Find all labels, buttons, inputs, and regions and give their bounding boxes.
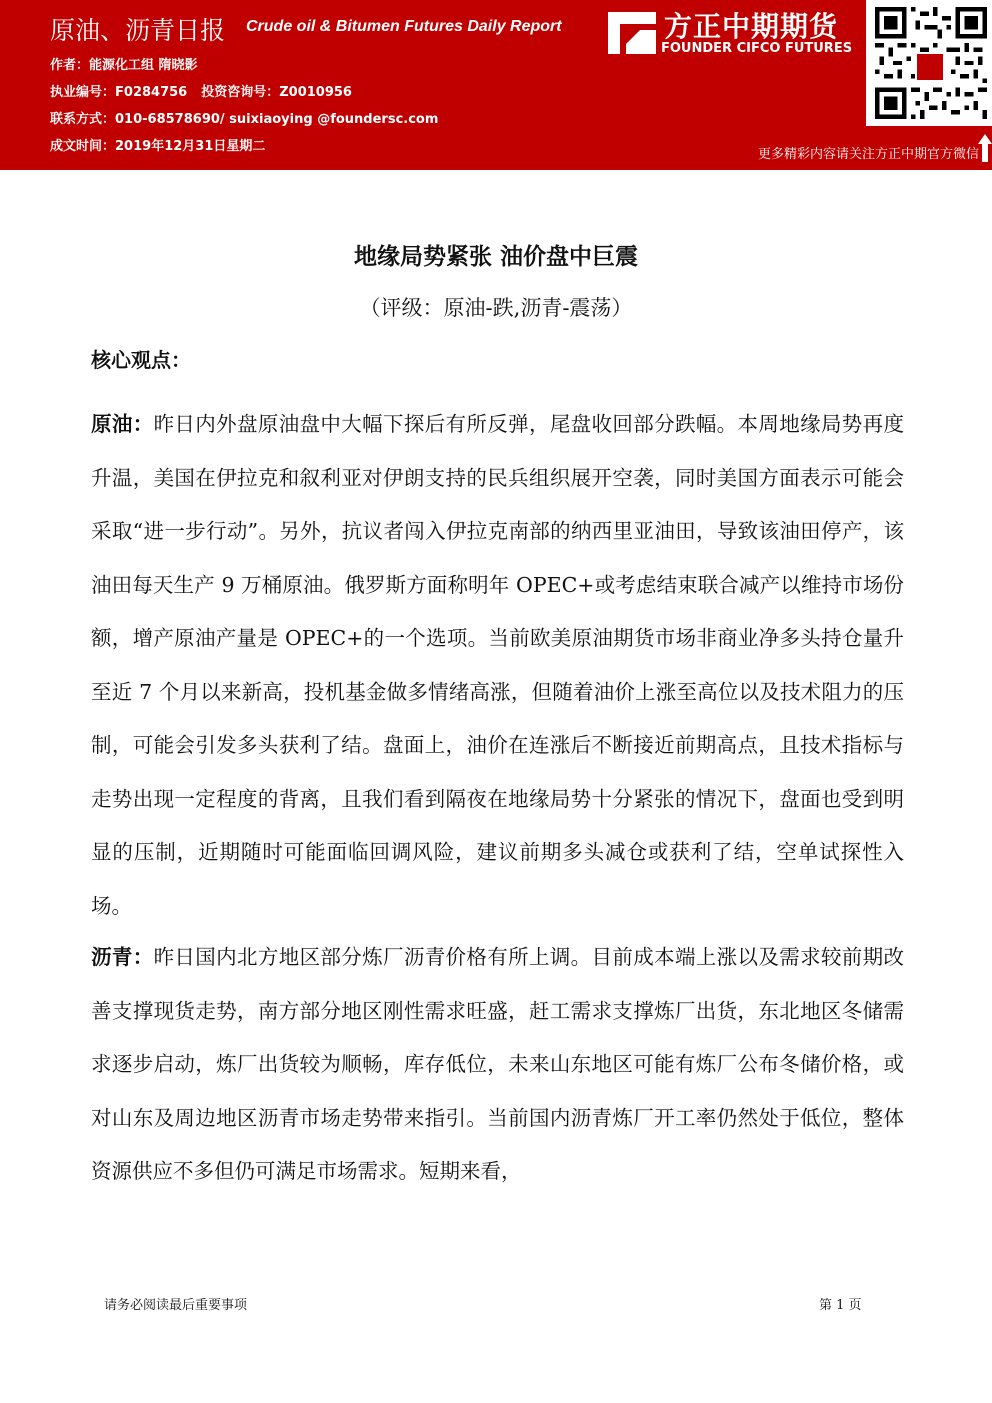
date-label: 成文时间： (50, 139, 116, 154)
crude-oil-paragraph (91, 398, 904, 933)
founder-logo-icon (604, 10, 660, 56)
asphalt-lead: 沥青： (91, 945, 154, 969)
contact-label: 联系方式： (50, 112, 116, 127)
qr-center-badge (915, 52, 945, 82)
core-views-heading: 核心观点： (91, 348, 191, 372)
license-label: 执业编号： (50, 85, 116, 100)
report-title-en: Crude oil & Bitumen Futures Daily Report (246, 18, 562, 35)
report-headline: 地缘局势紧张 油价盘中巨震 (353, 244, 638, 270)
author-label: 作者： (50, 58, 90, 73)
contact-line (50, 108, 438, 127)
license-number: F0284756 (115, 85, 188, 100)
up-arrow-icon (978, 134, 992, 162)
author-line (50, 54, 198, 73)
qr-code (866, 0, 992, 126)
asphalt-text: 昨日国内北方地区部分炼厂沥青价格有所上调。目前成本端上涨以及需求较前期改善支撑现货走势，南方部分地区刚性需求旺盛，赶工需求支撑炼厂出货，东北地区冬储需求逐步启动，炼厂出货较为顺畅，库存低位，未来山东地区可能有炼厂公布冬储价格，或对山东及周边地区沥青市场走势带来指引。当前国内沥青炼厂开工率仍然处于低位，整体资源供应不多但仍可满足市场需求。短期来看， (91, 945, 904, 1183)
crude-oil-text: 昨日内外盘原油盘中大幅下探后有所反弹，尾盘收回部分跌幅。本周地缘局势再度升温，美国在伊拉克和叙利亚对伊朗支持的民兵组织展开空袭，同时美国方面表示可能会采取“进一步行动”。另外，抗议者闯入伊拉克南部的纳西里亚油田，导致该油田停产，该油田每天生产 9 万桶原油。俄罗斯方面称明年 OPEC+或考虑结束联合减产以维持市场份额，增产原油产量是 OPEC+的一个选项。当前欧美原油期货市场非商业净多头持仓量升至近 7 个月以来新高，投机基金做多情绪高涨，但随着油价上涨至高位以及技术阻力的压制，可能会引发多头获利了结。盘面上，油价在连涨后不断接近前期高点，且技术指标与走势出现一定程度的背离，且我们看到隔夜在地缘局势十分紧张的情况下，盘面也受到明显的压制，近期随时可能面临回调风险，建议前期多头减仓或获利了结，空单试探性入场。 (91, 412, 905, 918)
crude-oil-lead: 原油： (91, 412, 154, 436)
page-number: 第 1 页 (819, 1298, 862, 1313)
brand-name-en: FOUNDER CIFCO FUTURES (661, 41, 853, 56)
date-value: 2019年12月31日星期二 (115, 139, 266, 154)
consult-number: Z0010956 (279, 85, 352, 100)
date-line (50, 135, 265, 154)
author-name: 能源化工组 隋晓影 (89, 58, 198, 73)
report-rating: （评级：原油-跌,沥青-震荡） (359, 296, 633, 320)
asphalt-paragraph (91, 931, 904, 1199)
contact-value: 010-68578690/ suixiaoying @foundersc.com (115, 112, 439, 127)
footer-disclaimer-note: 请务必阅读最后重要事项 (104, 1298, 248, 1313)
consult-label: 投资咨询号： (201, 85, 280, 100)
report-title-cn: 原油、沥青日报 (50, 16, 226, 45)
license-line (50, 81, 352, 100)
brand-name-cn: 方正中期期货 (664, 10, 839, 43)
report-header-banner (0, 0, 992, 170)
wechat-follow-note: 更多精彩内容请关注方正中期官方微信 (757, 147, 979, 162)
